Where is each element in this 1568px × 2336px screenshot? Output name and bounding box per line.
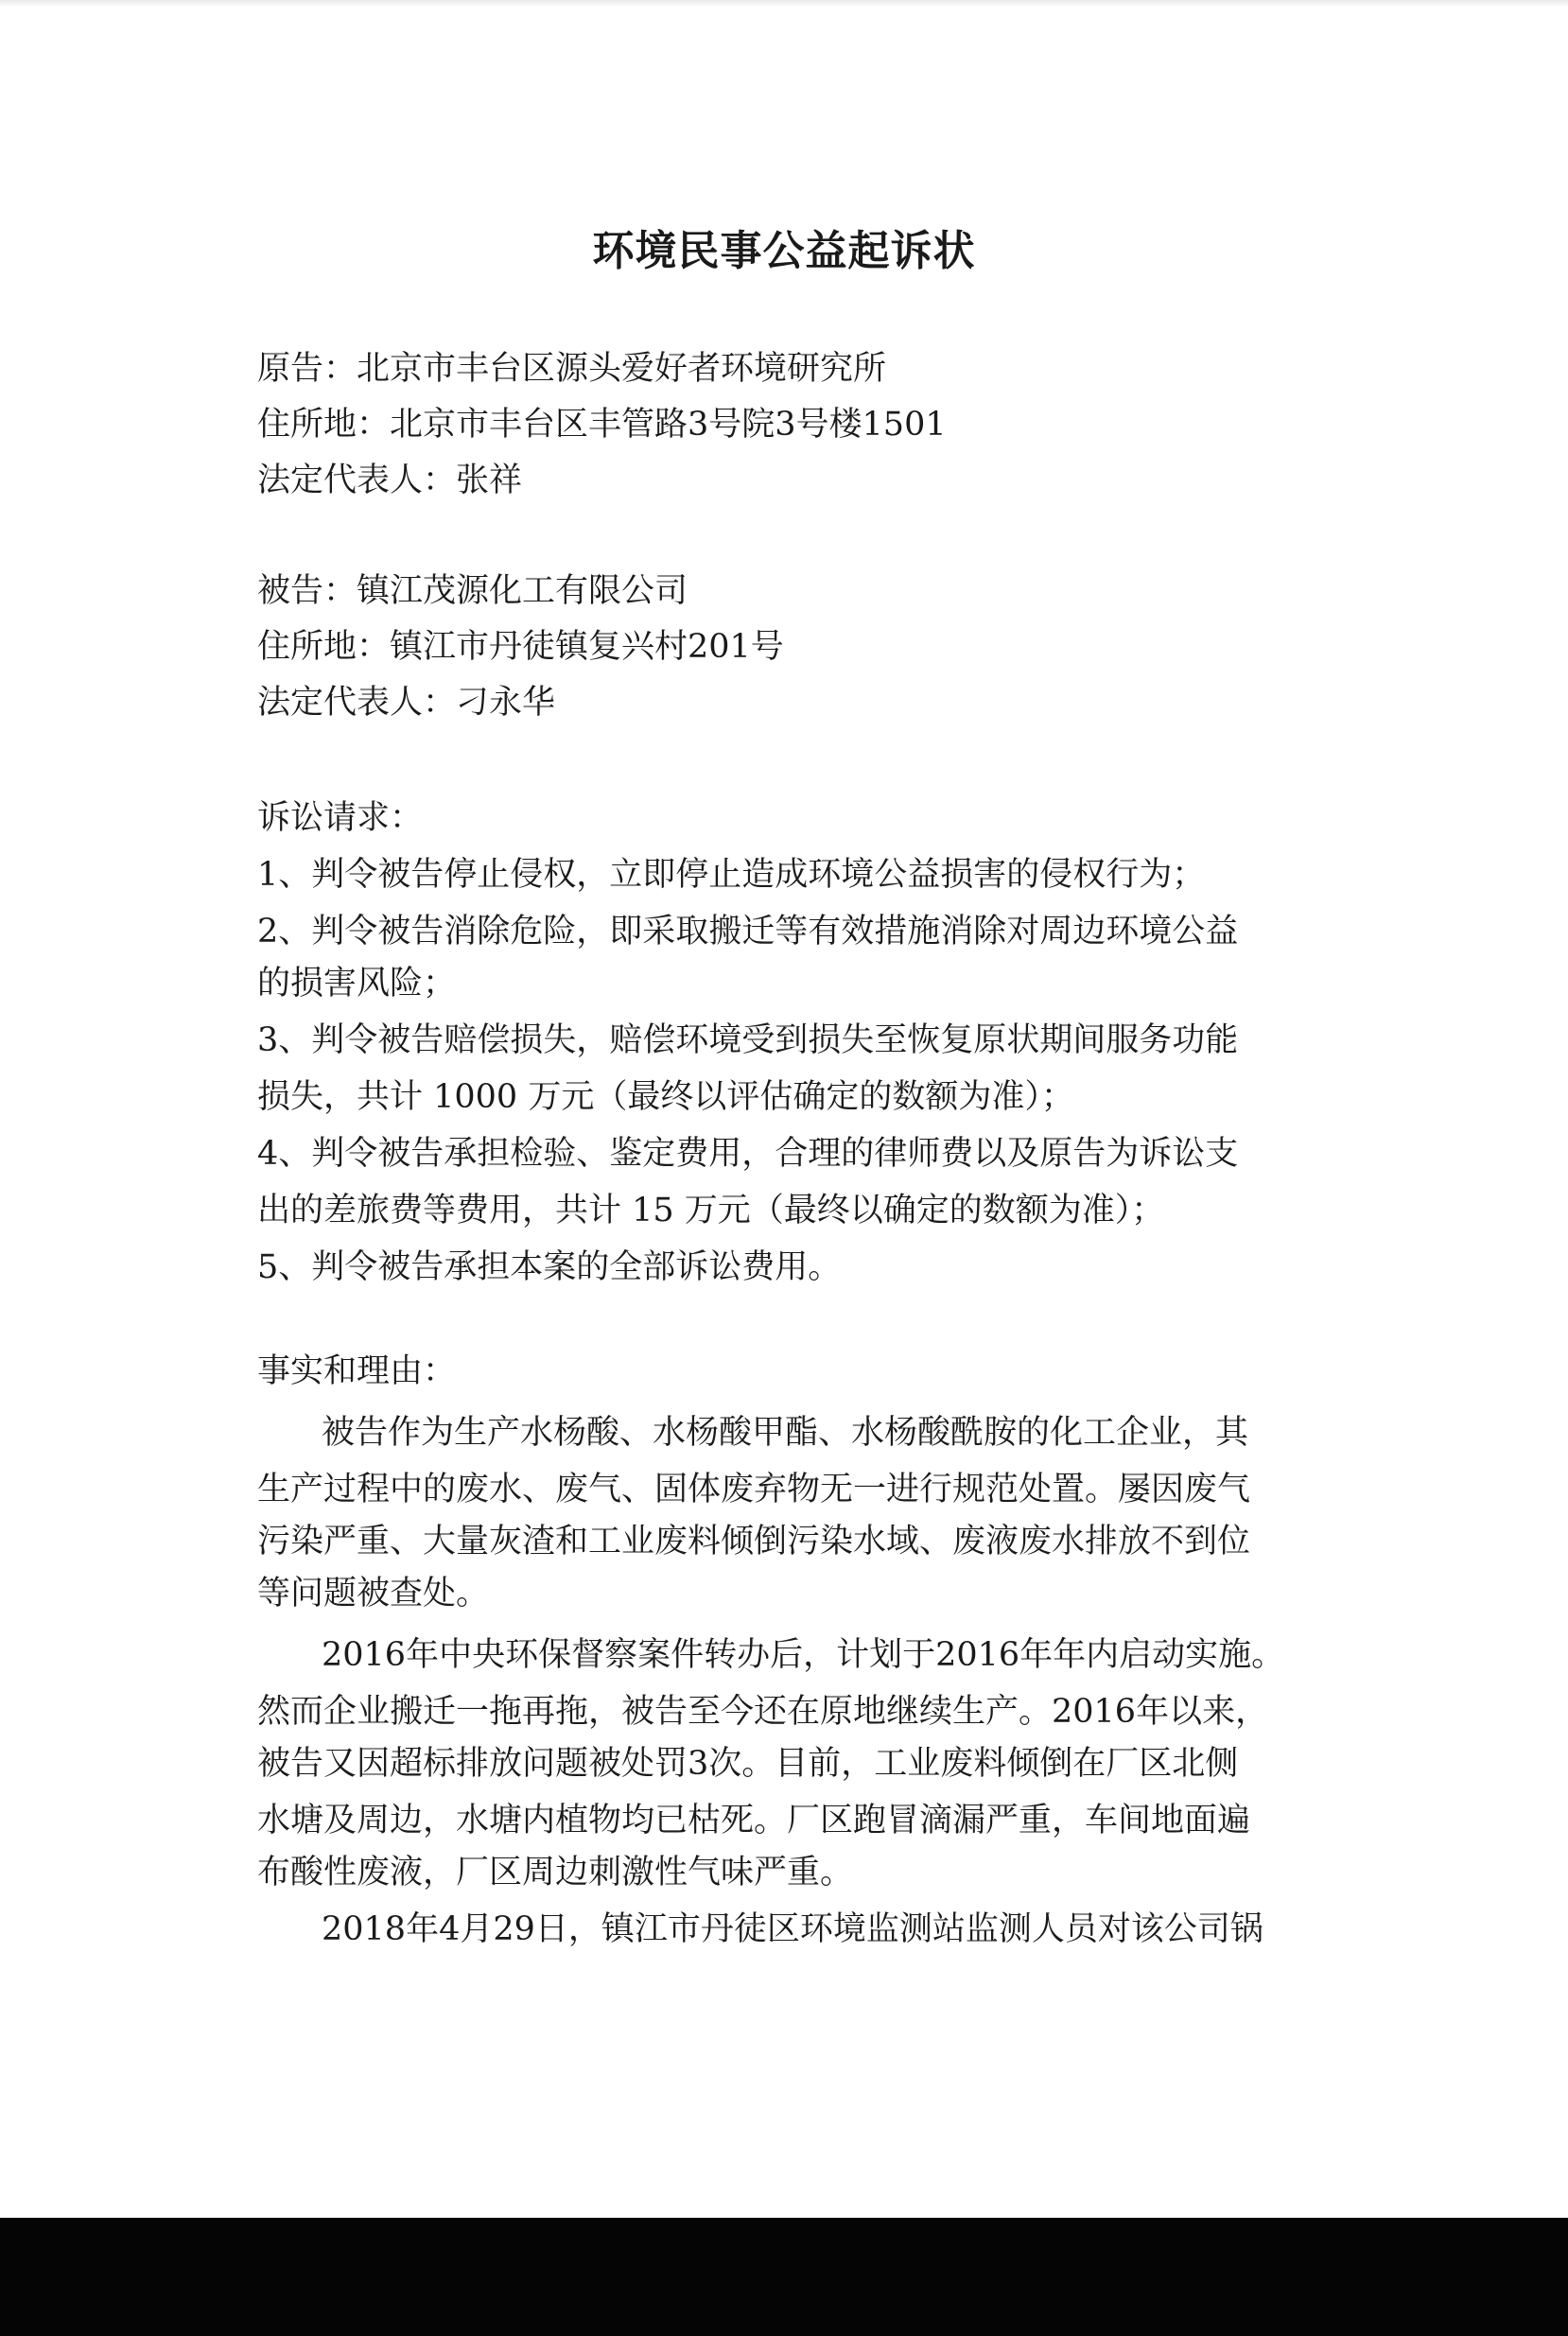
facts-line: 2018年4月29日，镇江市丹徒区环境监测站监测人员对该公司锅 <box>322 1910 1263 1948</box>
document-title: 环境民事公益起诉状 <box>592 227 976 275</box>
facts-line: 等问题被查处。 <box>257 1575 490 1613</box>
facts-line: 然而企业搬迁一拖再拖，被告至今还在原地继续生产。2016年以来， <box>257 1693 1269 1731</box>
claims-line: 的损害风险； <box>257 965 457 1002</box>
scan-top-edge <box>0 0 1568 8</box>
defendant-address: 住所地：镇江市丹徒镇复兴村201号 <box>257 628 784 666</box>
scanner-bottom-band <box>0 2218 1568 2336</box>
plaintiff-representative: 法定代表人：张祥 <box>257 462 523 499</box>
defendant-representative: 法定代表人：刁永华 <box>257 684 556 722</box>
facts-line: 水塘及周边，水塘内植物均已枯死。厂区跑冒滴漏严重，车间地面遍 <box>257 1802 1251 1839</box>
plaintiff-name: 原告：北京市丰台区源头爱好者环境研究所 <box>257 350 887 388</box>
facts-line: 污染严重、大量灰渣和工业废料倾倒污染水域、废液废水排放不到位 <box>257 1523 1251 1560</box>
facts-line: 被告又因超标排放问题被处罚3次。目前，工业废料倾倒在厂区北侧 <box>257 1745 1239 1783</box>
claims-line: 3、判令被告赔偿损失，赔偿环境受到损失至恢复原状期间服务功能 <box>257 1021 1239 1059</box>
defendant-name: 被告：镇江茂源化工有限公司 <box>257 572 688 610</box>
claims-line: 5、判令被告承担本案的全部诉讼费用。 <box>257 1248 842 1286</box>
claims-line: 出的差旅费等费用，共计 15 万元（最终以确定的数额为准）； <box>257 1192 1165 1229</box>
facts-heading: 事实和理由： <box>257 1352 457 1390</box>
claims-heading: 诉讼请求： <box>257 799 424 837</box>
facts-line: 被告作为生产水杨酸、水杨酸甲酯、水杨酸酰胺的化工企业，其 <box>322 1414 1249 1452</box>
claims-line: 4、判令被告承担检验、鉴定费用，合理的律师费以及原告为诉讼支 <box>257 1135 1239 1173</box>
facts-line: 2016年中央环保督察案件转办后，计划于2016年年内启动实施。 <box>322 1636 1285 1674</box>
claims-line: 1、判令被告停止侵权，立即停止造成环境公益损害的侵权行为； <box>257 856 1206 894</box>
facts-line: 布酸性废液，厂区周边刺激性气味严重。 <box>257 1854 854 1891</box>
claims-line: 损失，共计 1000 万元（最终以评估确定的数额为准）； <box>257 1078 1074 1116</box>
claims-line: 2、判令被告消除危险，即采取搬迁等有效措施消除对周边环境公益 <box>257 913 1239 950</box>
facts-line: 生产过程中的废水、废气、固体废弃物无一进行规范处置。屡因废气 <box>257 1471 1251 1508</box>
plaintiff-address: 住所地：北京市丰台区丰管路3号院3号楼1501 <box>257 406 947 444</box>
